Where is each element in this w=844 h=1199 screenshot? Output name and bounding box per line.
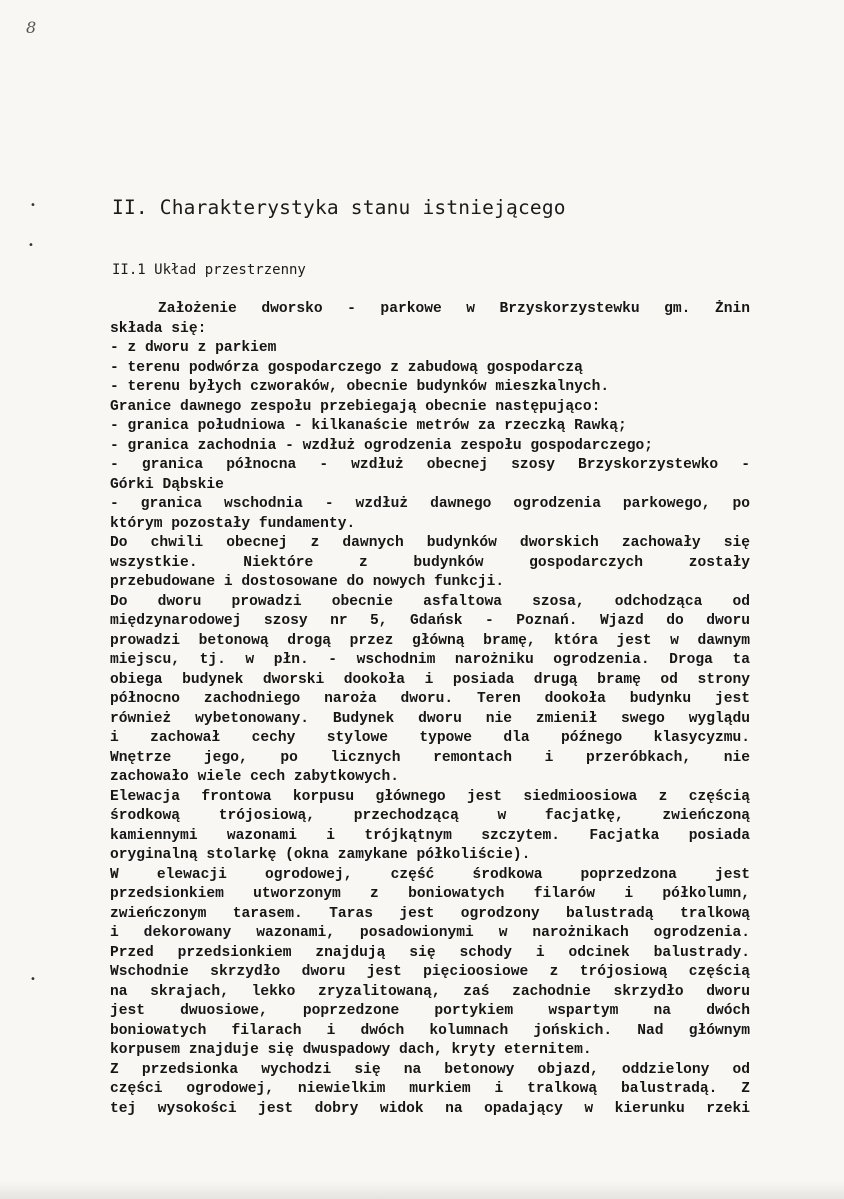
section-heading: II. Charakterystyka stanu istniejącego	[112, 196, 566, 219]
text-line: i dekorowany wazonami, posadowionymi w narożnikach ogrodzenia.	[110, 925, 750, 941]
page-number: 8	[26, 18, 37, 37]
text-line: wszystkie. Niektóre z budynków gospodarczych zostały	[110, 554, 750, 571]
text-line: międzynarodowej szosy nr 5, Gdańsk - Poznań. Wjazd do dworu	[110, 613, 750, 629]
text-line: Do dworu prowadzi obecnie asfaltowa szosa, odchodząca od	[110, 593, 750, 610]
text-line: przedsionkiem utworzonym z boniowatych filarów i półkolumn,	[110, 886, 750, 902]
text-line: boniowatych filarach i dwóch kolumnach jońskich. Nad głównym	[110, 1022, 750, 1039]
margin-mark: •	[28, 240, 34, 251]
text-line: Wnętrze jego, po licznych remontach i przeróbkach, nie	[110, 749, 750, 766]
text-line: - z dworu z parkiem	[110, 340, 277, 356]
text-line: Przed przedsionkiem znajdują się schody i odcinek balustrady.	[110, 944, 750, 961]
text-line: północno zachodniego naroża dworu. Teren dookoła budynku jest	[110, 691, 750, 707]
text-line: Elewacja frontowa korpusu głównego jest siedmioosiowa z częścią	[110, 788, 750, 805]
text-line: zwieńczonym tarasem. Taras jest ogrodzony balustradą tralkową	[110, 905, 750, 922]
body-text	[110, 300, 750, 1119]
text-line: składa się:	[110, 320, 207, 337]
text-line: również wybetonowany. Budynek dworu nie zmienił swego wyglądu	[110, 710, 750, 727]
text-line: tej wysokości jest dobry widok na opadający w kierunku rzeki	[110, 1100, 750, 1117]
margin-mark: •	[30, 200, 36, 211]
subsection-heading: II.1 Układ przestrzenny	[112, 262, 306, 278]
text-line: Z przedsionka wychodzi się na betonowy objazd, oddzielony od	[110, 1061, 750, 1078]
text-line: kamiennymi wazonami i trójkątnym szczytem. Facjatka posiada	[110, 827, 750, 844]
text-line: na skrajach, lekko zryzalitowaną, zaś zachodnie skrzydło dworu	[110, 983, 750, 1000]
text-line: i zachował cechy stylowe typowe dla późnego klasycyzmu.	[110, 730, 750, 746]
text-line: Do chwili obecnej z dawnych budynków dworskich zachowały się	[110, 535, 750, 551]
text-line: obiega budynek dworski dookoła i posiada drugą bramę od strony	[110, 671, 750, 688]
text-line: miejscu, tj. w płn. - wschodnim narożniku ogrodzenia. Droga ta	[110, 652, 750, 668]
text-line: Granice dawnego zespołu przebiegają obecnie następująco:	[110, 398, 601, 415]
text-line: Wschodnie skrzydło dworu jest pięcioosiowe z trójosiową częścią	[110, 964, 750, 980]
text-line: Założenie dworsko - parkowe w Brzyskorzystewku gm. Żnin	[158, 301, 750, 317]
text-line: prowadzi betonową drogą przez główną bramę, która jest w dawnym	[110, 632, 750, 649]
text-line: - terenu podwórza gospodarczego z zabudową gospodarczą	[110, 359, 583, 376]
text-line: - terenu byłych czworaków, obecnie budynków mieszkalnych.	[110, 379, 610, 395]
text-line: oryginalną stolarkę (okna zamykane półkoliście).	[110, 847, 531, 863]
text-line: którym pozostały fundamenty.	[110, 515, 356, 532]
text-line: części ogrodowej, niewielkim murkiem i tralkową balustradą. Z	[110, 1081, 750, 1097]
text-line: korpusem znajduje się dwuspadowy dach, kryty eternitem.	[110, 1042, 592, 1058]
text-line: - granica wschodnia - wzdłuż dawnego ogrodzenia parkowego, po	[110, 496, 750, 512]
scan-edge	[0, 1181, 844, 1199]
margin-mark: •	[30, 974, 36, 985]
text-line: - granica północna - wzdłuż obecnej szosy Brzyskorzystewko -	[110, 457, 750, 473]
text-line: - granica południowa - kilkanaście metrów za rzeczką Rawką;	[110, 418, 627, 434]
text-line: zachowało wiele cech zabytkowych.	[110, 769, 400, 785]
text-line: - granica zachodnia - wzdłuż ogrodzenia zespołu gospodarczego;	[110, 437, 653, 454]
text-line: jest dwuosiowe, poprzedzone portykiem wspartym na dwóch	[110, 1003, 750, 1019]
text-line: Górki Dąbskie	[110, 476, 224, 493]
text-line: środkową trójosiową, przechodzącą w facjatkę, zwieńczoną	[110, 808, 750, 824]
text-line: przebudowane i dostosowane do nowych funkcji.	[110, 574, 505, 590]
text-line: W elewacji ogrodowej, część środkowa poprzedzona jest	[110, 866, 750, 883]
